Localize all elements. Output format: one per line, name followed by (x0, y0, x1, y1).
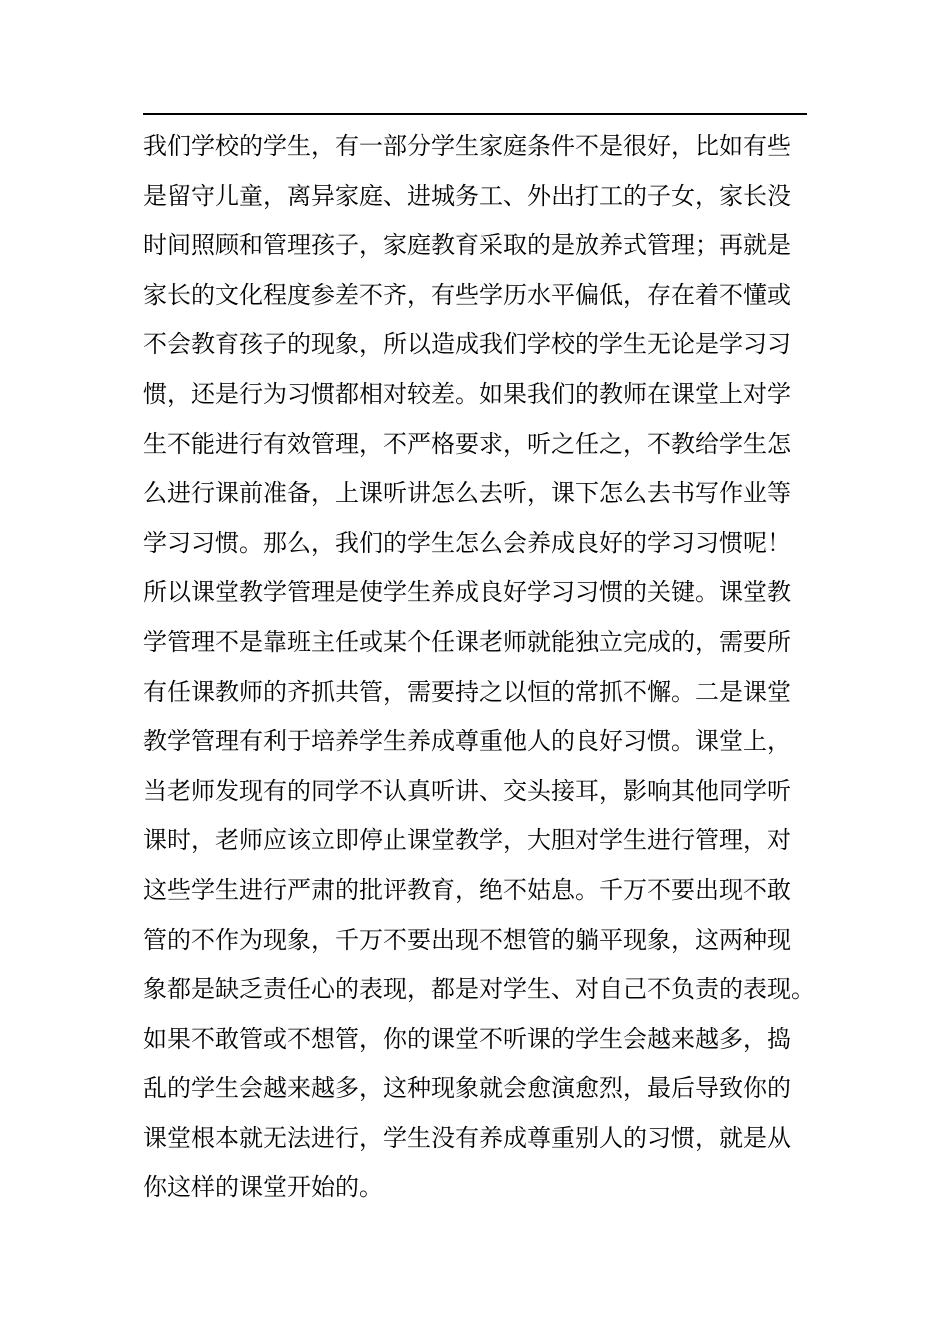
text-line-1: 我们学校的学生，有一部分学生家庭条件不是很好，比如有些 (143, 132, 791, 160)
text-line-18: 象都是缺乏责任心的表现，都是对学生、对自己不负责的表现。 (143, 975, 815, 1004)
text-line-11: 学管理不是靠班主任或某个任课老师就能独立完成的，需要所 (143, 627, 791, 656)
text-line-16: 这些学生进行严肃的批评教育，绝不姑息。千万不要出现不敢 (143, 875, 791, 904)
text-line-20: 乱的学生会越来越多，这种现象就会愈演愈烈，最后导致你的 (143, 1074, 791, 1103)
header-rule (143, 113, 807, 115)
text-line-3: 时间照顾和管理孩子，家庭教育采取的是放养式管理；再就是 (143, 231, 791, 260)
text-line-7: 生不能进行有效管理，不严格要求，听之任之，不教给学生怎 (143, 429, 791, 458)
text-line-17: 管的不作为现象，千万不要出现不想管的躺平现象，这两种现 (143, 925, 791, 954)
text-line-6: 惯，还是行为习惯都相对较差。如果我们的教师在课堂上对学 (143, 379, 791, 408)
text-line-21: 课堂根本就无法进行，学生没有养成尊重别人的习惯，就是从 (143, 1123, 791, 1152)
body-paragraph (143, 122, 833, 1213)
text-line-13: 教学管理有利于培养学生养成尊重他人的良好习惯。课堂上， (143, 727, 791, 756)
text-line-10: 所以课堂教学管理是使学生养成良好学习习惯的关键。课堂教 (143, 578, 791, 607)
text-line-8: 么进行课前准备，上课听讲怎么去听，课下怎么去书写作业等 (143, 479, 791, 508)
text-line-4: 家长的文化程度参差不齐，有些学历水平偏低，存在着不懂或 (143, 280, 791, 309)
text-line-9: 学习习惯。那么，我们的学生怎么会养成良好的学习习惯呢！ (143, 528, 791, 557)
text-line-15: 课时，老师应该立即停止课堂教学，大胆对学生进行管理，对 (143, 826, 791, 855)
text-line-12: 有任课教师的齐抓共管，需要持之以恒的常抓不懈。二是课堂 (143, 677, 791, 706)
text-line-5: 不会教育孩子的现象，所以造成我们学校的学生无论是学习习 (143, 330, 791, 359)
text-line-14: 当老师发现有的同学不认真听讲、交头接耳，影响其他同学听 (143, 776, 791, 805)
text-line-2: 是留守儿童，离异家庭、进城务工、外出打工的子女，家长没 (143, 181, 791, 210)
text-line-22: 你这样的课堂开始的。 (143, 1173, 383, 1202)
text-line-19: 如果不敢管或不想管，你的课堂不听课的学生会越来越多，捣 (143, 1024, 791, 1053)
